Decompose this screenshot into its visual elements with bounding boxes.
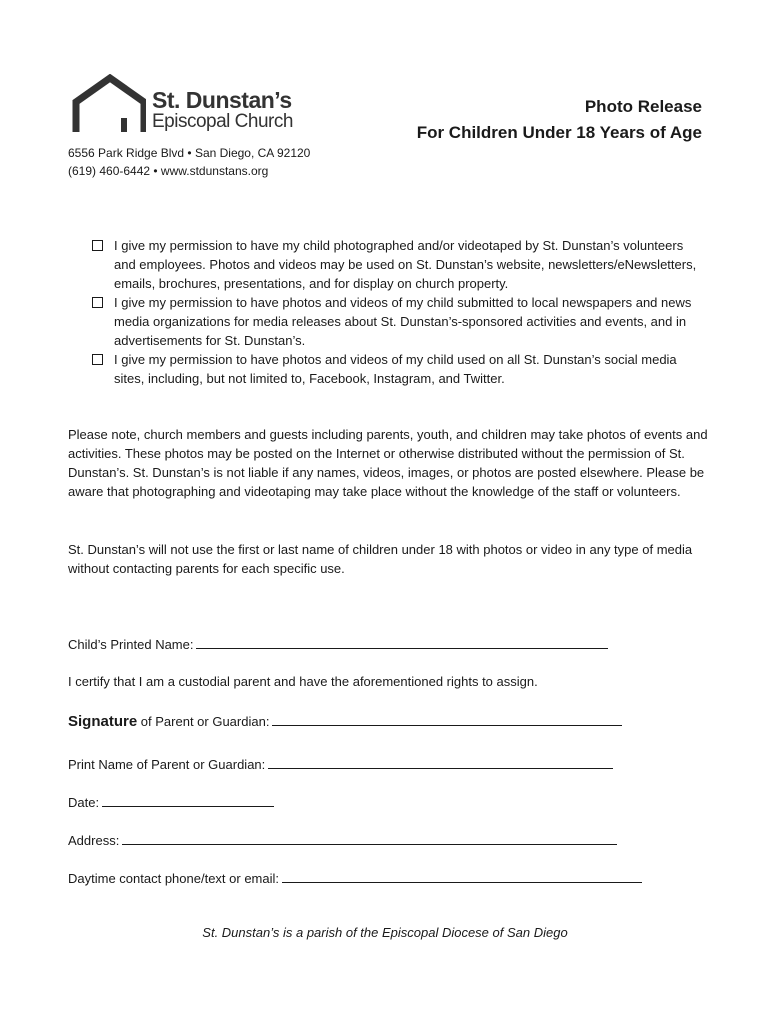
permission-text: I give my permission to have photos and videos of my child used on all St. Dunstan’s social media sites, including, but not limited to, Facebook, Instagram, and Twitter. [114,352,677,386]
permission-checkbox[interactable] [92,240,103,251]
signature-label-strong: Signature [68,713,138,730]
logo-wordmark [152,88,293,132]
print-name-label: Print Name of Parent or Guardian: [68,757,266,772]
photo-notice-paragraph: Please note, church members and guests including parents, youth, and children may take photos of events and activities. These photos may be posted on the Internet or otherwise distributed without the permission of St. Dunstan’s. St. Dunstan’s is not liable if any names, videos, images, or photos are posted elsewhere. Please be aware that photographing and videotaping may take place without the knowledge of the staff or volunteers. [68,427,708,499]
certification-statement: I certify that I am a custodial parent and have the aforementioned rights to assign. [68,674,538,689]
house-outline-icon [72,74,146,134]
footer-note: St. Dunstan’s is a parish of the Episcopal Diocese of San Diego [202,925,568,940]
child-name-label: Child’s Printed Name: [68,637,194,652]
contact-label: Daytime contact phone/text or email: [68,871,279,886]
signature-field [68,711,622,732]
date-line[interactable] [102,792,274,807]
title-line-1: Photo Release [584,97,702,116]
print-name-field [68,754,613,775]
contact-line: (619) 460-6442 • www.stdunstans.org [68,164,269,178]
address-line-input[interactable] [122,830,617,845]
permission-text: I give my permission to have photos and videos of my child submitted to local newspapers and news media organizations for media releases about St. Dunstan’s-sponsored activities and events, and in advertisements for St. Dunstan’s. [114,295,692,348]
title-line-2: For Children Under 18 Years of Age [416,123,702,142]
name-usage-paragraph: St. Dunstan’s will not use the first or last name of children under 18 with photos or video in any type of media without contacting parents for each specific use. [68,542,693,576]
contact-field [68,868,642,889]
permission-checkbox[interactable] [92,297,103,308]
address-label: Address: [68,833,120,848]
permission-text: I give my permission to have my child photographed and/or videotaped by St. Dunstan’s volunteers and employees. Photos and videos may be used on St. Dunstan’s website, newsletters/eNewsletters, emails, brochures, presentations, and for display on church property. [114,238,697,291]
signature-label: of Parent or Guardian: [137,714,270,729]
child-name-line[interactable] [196,634,608,649]
child-name-field [68,634,608,655]
church-address [68,144,310,180]
logo-name: St. Dunstan’s [152,87,292,113]
church-logo [72,74,312,134]
date-field [68,792,274,813]
permission-item [92,236,702,293]
contact-line-input[interactable] [282,868,642,883]
date-label: Date: [68,795,100,810]
address-field [68,830,617,851]
permission-item [92,293,702,350]
logo-subname: Episcopal Church [152,111,293,132]
permission-checklist [92,236,702,388]
permission-checkbox[interactable] [92,354,103,365]
document-title [417,94,702,146]
permission-item [92,350,702,388]
print-name-line[interactable] [268,754,613,769]
address-line: 6556 Park Ridge Blvd • San Diego, CA 92120 [68,146,311,160]
signature-line[interactable] [272,711,622,726]
